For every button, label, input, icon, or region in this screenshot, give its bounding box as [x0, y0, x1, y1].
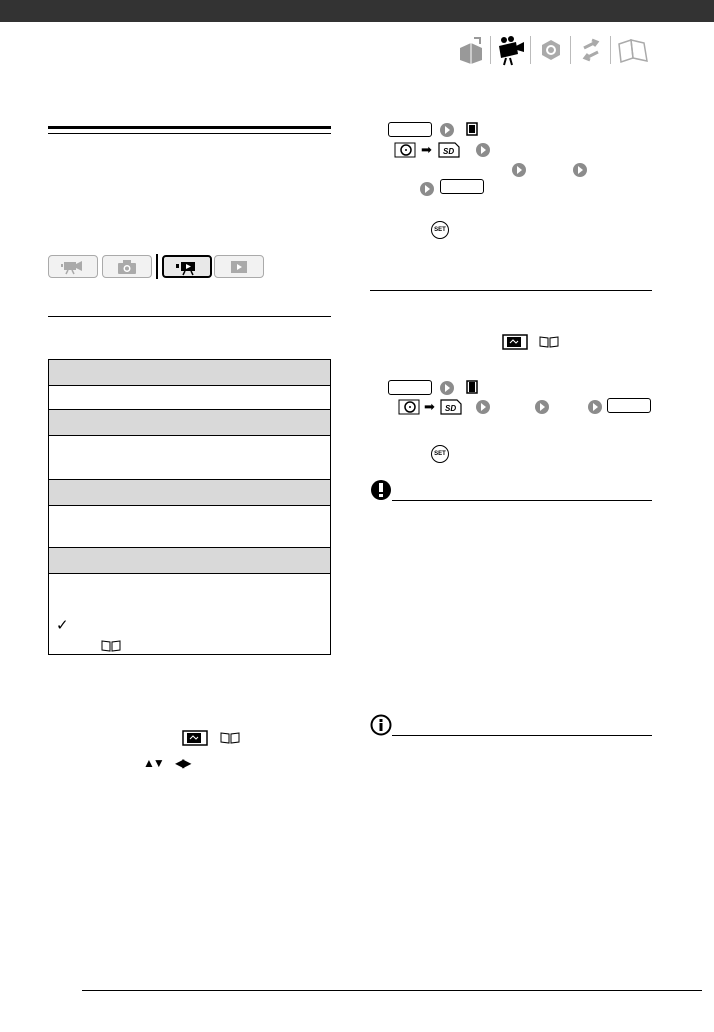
- movie-record-mode-button[interactable]: [48, 255, 98, 278]
- next-step-icon: [440, 123, 454, 137]
- copy-arrow: ➡: [421, 142, 432, 157]
- nav-divider: [610, 36, 611, 64]
- photo-camera-icon[interactable]: [536, 34, 566, 66]
- next-step-icon: [573, 163, 587, 177]
- table-divider: [49, 385, 330, 386]
- menu-icon: [466, 122, 478, 136]
- book-reference-icon: [220, 732, 240, 744]
- sd-card-icon: [438, 142, 460, 158]
- func-button[interactable]: [440, 179, 484, 194]
- func-button[interactable]: [607, 398, 651, 413]
- table-row-header: [49, 410, 330, 435]
- book-reference-icon: [539, 336, 559, 348]
- next-step-icon: [476, 143, 490, 157]
- info-icon: [370, 714, 392, 736]
- play-icon: [228, 259, 250, 275]
- book-icon[interactable]: [616, 34, 646, 66]
- exclamation-icon: [370, 479, 392, 501]
- disc-icon: [394, 142, 416, 158]
- table-row-header: [49, 480, 330, 505]
- photo-playback-mode-button[interactable]: [214, 255, 264, 278]
- book-reference-icon: [101, 640, 121, 652]
- table-divider: [49, 573, 330, 574]
- title-rule: [48, 126, 331, 134]
- photo-record-mode-button[interactable]: [102, 255, 152, 278]
- up-down-arrows: ▲▼: [143, 756, 163, 770]
- nav-divider: [490, 36, 491, 64]
- set-button-icon[interactable]: SET: [431, 221, 449, 239]
- next-step-icon: [420, 182, 434, 196]
- table-divider: [49, 435, 330, 436]
- section-rule: [48, 316, 331, 317]
- default-checkmark: ✓: [56, 617, 69, 634]
- page-footer-rule: [82, 990, 702, 991]
- nav-divider: [570, 36, 571, 64]
- next-step-icon: [535, 400, 549, 414]
- memory-card-icon: [182, 730, 208, 746]
- table-divider: [49, 505, 330, 506]
- nav-divider: [530, 36, 531, 64]
- next-step-icon: [588, 400, 602, 414]
- copy-arrow: ➡: [424, 399, 435, 414]
- table-row-header: [49, 360, 330, 385]
- camera-icon: [116, 259, 138, 275]
- movie-playback-icon: [174, 260, 200, 276]
- memory-card-icon: [502, 334, 528, 350]
- movie-playback-mode-button[interactable]: [162, 255, 212, 278]
- note-rule: [392, 500, 652, 501]
- video-camera-icon: [60, 259, 86, 275]
- film-menu-icon: [466, 380, 478, 394]
- set-button-icon[interactable]: SET: [431, 445, 449, 463]
- mode-divider: [156, 254, 158, 279]
- next-step-icon: [440, 381, 454, 395]
- note-rule: [392, 735, 652, 736]
- section-rule: [370, 290, 652, 291]
- svg-text:SD: SD: [445, 404, 457, 413]
- table-row-header: [49, 548, 330, 573]
- next-step-icon: [512, 163, 526, 177]
- left-right-arrows: ◀▶: [175, 756, 190, 770]
- transfer-arrows-icon[interactable]: [576, 34, 606, 66]
- disc-icon: [398, 399, 420, 415]
- intro-box-icon[interactable]: [456, 34, 486, 66]
- video-camera-icon[interactable]: [496, 34, 526, 66]
- sd-card-icon: [440, 399, 462, 415]
- options-table: [48, 359, 331, 655]
- svg-text:SD: SD: [443, 147, 455, 156]
- top-bar: [0, 0, 714, 22]
- next-step-icon: [476, 400, 490, 414]
- func-button[interactable]: [388, 380, 432, 395]
- func-button[interactable]: [388, 122, 432, 137]
